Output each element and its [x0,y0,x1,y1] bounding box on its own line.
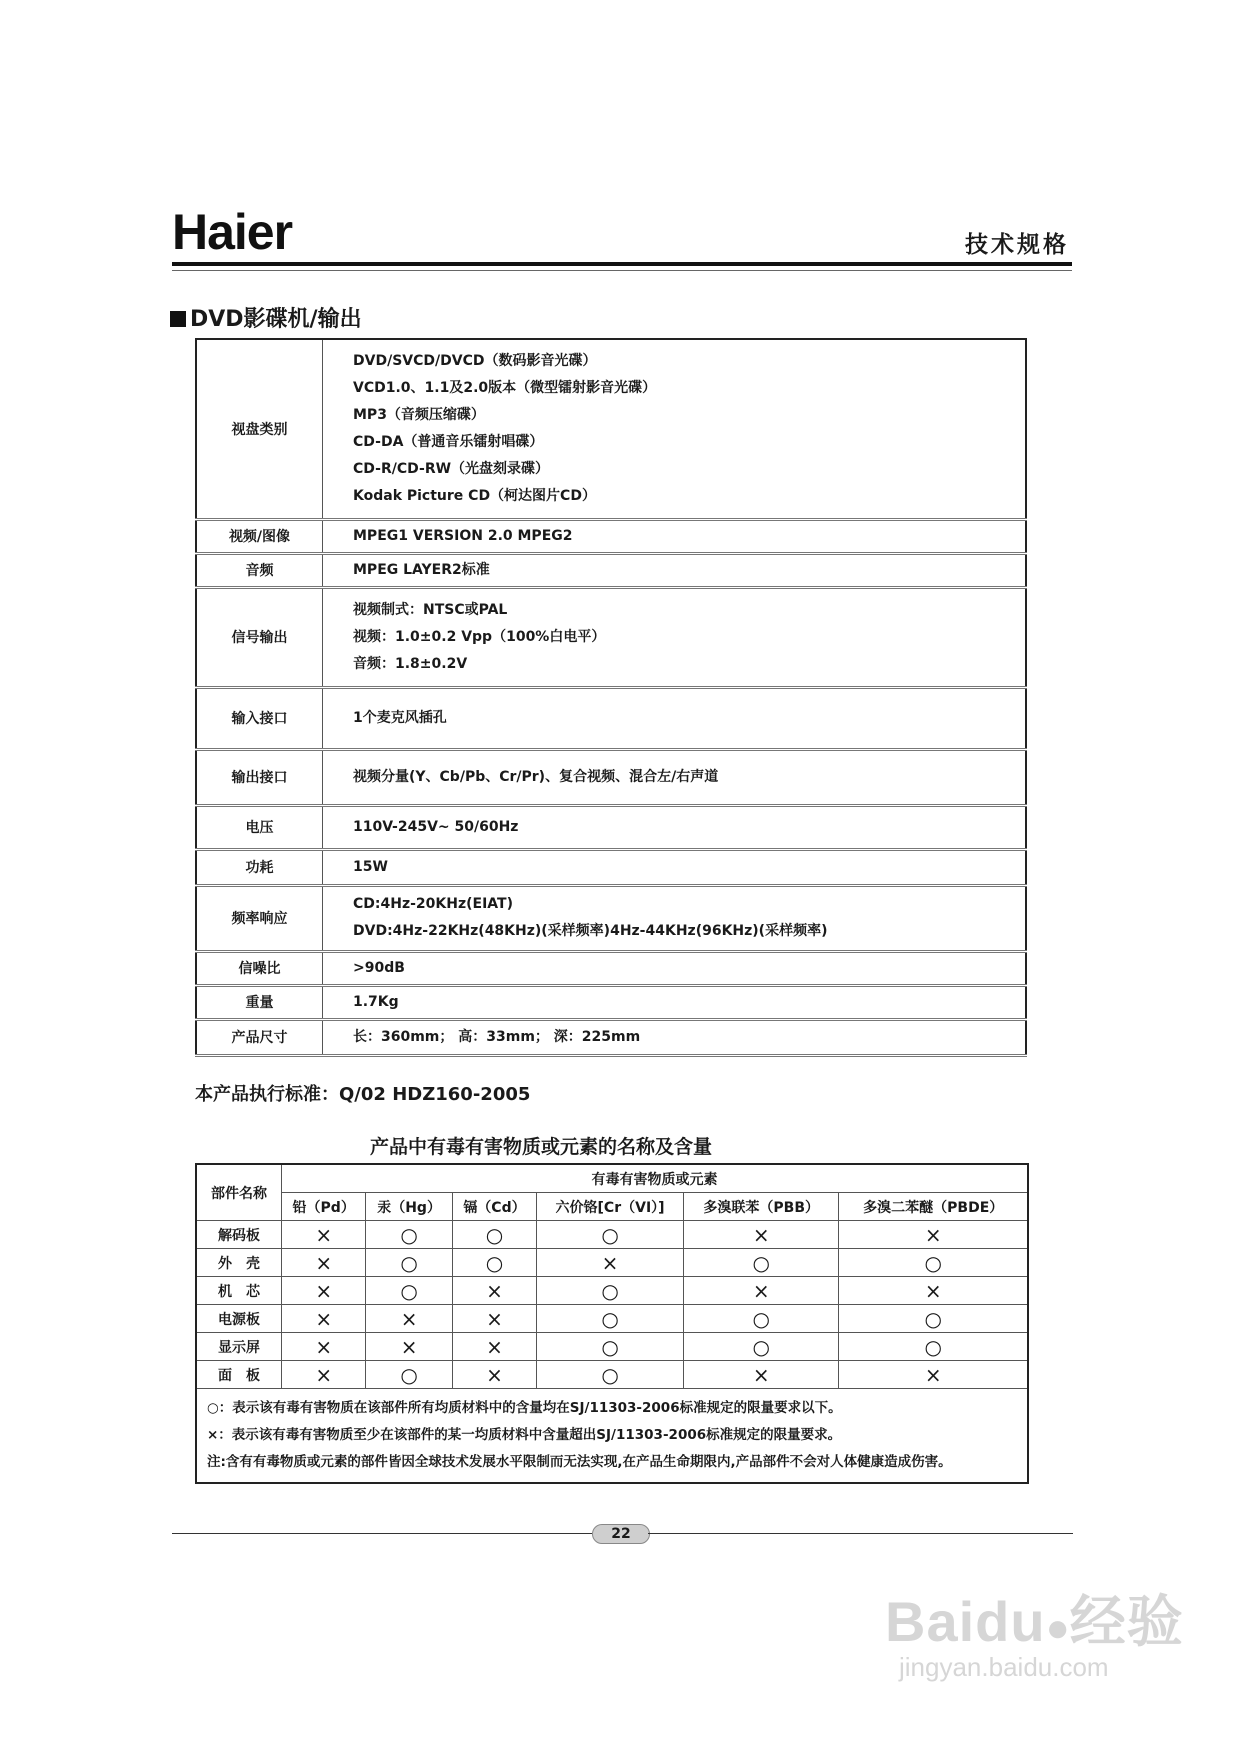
hazard-table-title: 产品中有毒有害物质或元素的名称及含量 [370,1136,713,1158]
hazard-mark: ○ [452,1249,536,1277]
spec-label: 音频 [196,553,323,587]
part-name: 外 壳 [196,1249,282,1277]
baidu-watermark [885,1578,1184,1683]
spec-value-line: MPEG1 VERSION 2.0 MPEG2 [353,527,573,544]
square-bullet-icon [170,311,186,327]
spec-value-line: 110V-245V~ 50/60Hz [353,818,519,835]
hazard-mark: × [366,1333,452,1361]
hazard-mark: × [452,1277,536,1305]
watermark-url: jingyan.baidu.com [899,1652,1109,1682]
spec-value-line: Kodak Picture CD（柯达图片CD） [353,487,596,504]
spec-value-line: 1个麦克风插孔 [353,709,447,726]
hazard-mark: × [452,1333,536,1361]
spec-value [323,339,1027,519]
hazard-row [196,1305,1028,1333]
hazard-mark: × [282,1333,366,1361]
spec-label: 频率响应 [196,885,323,951]
spec-label: 重量 [196,985,323,1019]
spec-value [323,985,1027,1019]
hazard-row [196,1277,1028,1305]
hazard-mark: ○ [537,1221,684,1249]
section-heading [170,302,362,333]
spec-value-line: >90dB [353,959,405,976]
spec-value [323,1019,1027,1055]
footer-rule-right [648,1533,1073,1534]
hazard-mark: × [683,1221,839,1249]
spec-label: 视频/图像 [196,519,323,553]
hazard-note: ○：表示该有毒有害物质在该部件所有均质材料中的含量均在SJ/11303-2006标准规定的限量要求以下。 [207,1400,842,1416]
spec-label: 功耗 [196,849,323,885]
hazard-mark: × [537,1249,684,1277]
hazard-mark: ○ [366,1277,452,1305]
spec-value [323,805,1027,849]
hazard-mark: × [683,1361,839,1389]
watermark-suffix: 经验 [1069,1590,1184,1653]
watermark-brand: Baidu [885,1590,1046,1653]
spec-value-line: MP3（音频压缩碟） [353,406,485,423]
hazard-mark: ○ [537,1333,684,1361]
hazard-mark: × [452,1305,536,1333]
hazard-mark: ○ [537,1305,684,1333]
substance-column-header: 多溴联苯（PBB） [683,1193,839,1221]
spec-row [196,587,1026,687]
spec-label: 信噪比 [196,951,323,985]
spec-value-line: 视频分量(Y、Cb/Pb、Cr/Pr)、复合视频、混合左/右声道 [353,768,719,785]
hazard-table [195,1163,1029,1484]
part-name: 机 芯 [196,1277,282,1305]
hazard-mark: ○ [839,1305,1028,1333]
spec-row [196,985,1026,1019]
spec-value-line: CD-R/CD-RW（光盘刻录碟） [353,460,550,477]
hazard-mark: × [282,1361,366,1389]
spec-row [196,885,1026,951]
section-heading-text: DVD影碟机/输出 [190,307,362,332]
hazard-notes [196,1389,1028,1484]
hazard-mark: ○ [683,1333,839,1361]
part-name-header: 部件名称 [196,1164,282,1221]
substance-group-header: 有毒有害物质或元素 [282,1164,1029,1193]
spec-value [323,849,1027,885]
spec-label: 信号输出 [196,587,323,687]
spec-row [196,553,1026,587]
spec-value-line: DVD/SVCD/DVCD（数码影音光碟） [353,352,597,369]
spec-row [196,749,1026,805]
hazard-mark: ○ [537,1361,684,1389]
product-standard: 本产品执行标准：Q/02 HDZ160-2005 [195,1084,531,1105]
hazard-mark: ○ [537,1277,684,1305]
hazard-mark: × [839,1277,1028,1305]
spec-value-line: 长：360mm； 高：33mm； 深：225mm [353,1028,641,1045]
header-rule [172,262,1072,266]
page-number: 22 [592,1524,650,1544]
spec-value [323,687,1027,749]
part-name: 面 板 [196,1361,282,1389]
hazard-row [196,1249,1028,1277]
spec-label: 产品尺寸 [196,1019,323,1055]
spec-value-line: 视频制式：NTSC或PAL [353,601,508,618]
spec-row [196,951,1026,985]
spec-value [323,553,1027,587]
hazard-mark: ○ [839,1333,1028,1361]
hazard-mark: × [282,1249,366,1277]
spec-label: 视盘类别 [196,339,323,519]
substance-column-header: 汞（Hg） [366,1193,452,1221]
substance-column-header: 镉（Cd） [452,1193,536,1221]
hazard-mark: ○ [452,1221,536,1249]
spec-value-line: MPEG LAYER2标准 [353,561,490,578]
hazard-row [196,1361,1028,1389]
part-name: 电源板 [196,1305,282,1333]
footer-rule-left [172,1533,592,1534]
spec-value-line: 1.7Kg [353,993,399,1010]
hazard-mark: × [839,1361,1028,1389]
spec-value-line: 视频：1.0±0.2 Vpp（100%白电平） [353,628,606,645]
spec-value-line: CD:4Hz-20KHz(EIAT) [353,896,513,912]
spec-table [195,338,1027,1057]
hazard-note: 注:含有有毒物质或元素的部件皆因全球技术发展水平限制而无法实现,在产品生命期限内,产品部件不会对人体健康造成伤害。 [207,1454,952,1470]
spec-value [323,749,1027,805]
substance-column-header: 铅（Pd） [282,1193,366,1221]
paw-icon: ● [1045,1606,1070,1650]
haier-logo: Haier [172,204,293,260]
spec-row [196,805,1026,849]
spec-value-line: 15W [353,858,388,875]
spec-value [323,885,1027,951]
hazard-mark: ○ [839,1249,1028,1277]
hazard-note: ×：表示该有毒有害物质至少在该部件的某一均质材料中含量超出SJ/11303-2006标准规定的限量要求。 [207,1427,842,1443]
hazard-mark: ○ [366,1361,452,1389]
hazard-mark: ○ [366,1221,452,1249]
spec-row [196,1019,1026,1055]
substance-column-header: 多溴二苯醚（PBDE） [839,1193,1028,1221]
section-label: 技术规格 [965,232,1069,258]
spec-row [196,519,1026,553]
spec-value [323,519,1027,553]
hazard-mark: × [282,1277,366,1305]
part-name: 解码板 [196,1221,282,1249]
spec-value-line: DVD:4Hz-22KHz(48KHz)(采样频率)4Hz-44KHz(96KHz)(采样频率) [353,923,828,939]
hazard-row [196,1333,1028,1361]
hazard-mark: × [452,1361,536,1389]
spec-value [323,951,1027,985]
hazard-mark: × [282,1221,366,1249]
hazard-mark: ○ [683,1305,839,1333]
part-name: 显示屏 [196,1333,282,1361]
spec-label: 输出接口 [196,749,323,805]
spec-value-line: 音频：1.8±0.2V [353,655,468,672]
hazard-mark: ○ [683,1249,839,1277]
hazard-mark: × [366,1305,452,1333]
hazard-row [196,1221,1028,1249]
spec-row [196,849,1026,885]
spec-label: 输入接口 [196,687,323,749]
header-rule-thin [172,270,1072,271]
hazard-mark: × [683,1277,839,1305]
spec-label: 电压 [196,805,323,849]
spec-row [196,687,1026,749]
spec-value [323,587,1027,687]
substance-column-header: 六价铬[Cr（VI）] [537,1193,684,1221]
spec-value-line: CD-DA（普通音乐镭射唱碟） [353,433,544,450]
spec-value-line: VCD1.0、1.1及2.0版本（微型镭射影音光碟） [353,379,657,396]
hazard-mark: ○ [366,1249,452,1277]
hazard-mark: × [282,1305,366,1333]
hazard-mark: × [839,1221,1028,1249]
spec-row [196,339,1026,519]
